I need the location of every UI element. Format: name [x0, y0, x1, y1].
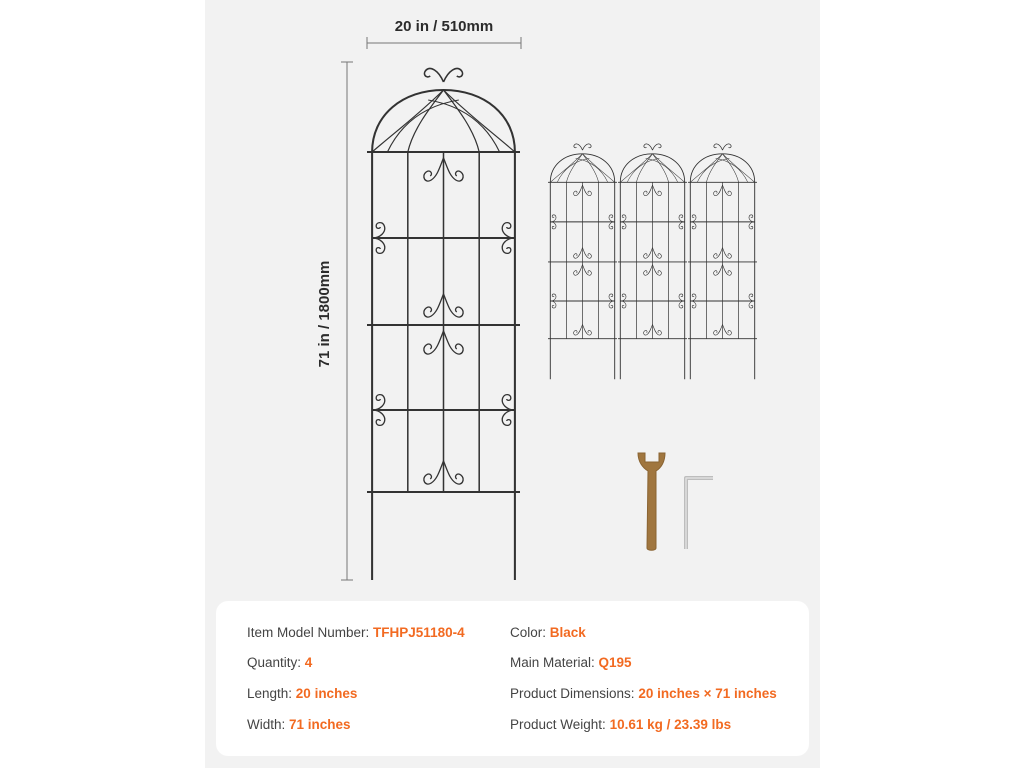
spec-length-label: Length: — [247, 686, 296, 701]
spec-card — [216, 601, 809, 756]
spec-product-dimensions-value: 20 inches × 71 inches — [638, 686, 777, 701]
spec-material — [510, 655, 632, 670]
spec-length-value: 20 inches — [295, 686, 358, 701]
spec-model-value: TFHPJ51180-4 — [373, 625, 465, 640]
trellis-panel — [367, 69, 520, 581]
spec-color-value: Black — [549, 625, 586, 640]
spec-product-dimensions — [510, 686, 777, 701]
spec-quantity — [247, 655, 312, 670]
height-dimension — [316, 62, 353, 580]
spec-width — [247, 717, 351, 732]
spec-width-value: 71 inches — [289, 717, 351, 732]
width-dimension — [367, 18, 521, 49]
hex-key-icon — [686, 478, 713, 549]
spec-color — [510, 625, 586, 640]
spec-quantity-label: Quantity: — [247, 655, 305, 670]
spec-model-label: Item Model Number: — [247, 625, 374, 640]
width-label: 20 in / 510mm — [394, 18, 494, 35]
height-label: 71 in / 1800mm — [316, 260, 333, 368]
spec-width-label: Width: — [247, 717, 290, 732]
spec-quantity-value: 4 — [304, 655, 313, 670]
trellis-set-of-three — [548, 144, 757, 379]
spec-model — [247, 625, 465, 640]
spec-weight — [510, 717, 731, 732]
spec-color-label: Color: — [510, 625, 550, 640]
spec-length — [247, 686, 357, 701]
spec-product-dimensions-label: Product Dimensions: — [510, 686, 639, 701]
spec-weight-label: Product Weight: — [510, 717, 610, 732]
wrench-icon — [638, 453, 665, 550]
spec-weight-value: 10.61 kg / 23.39 lbs — [609, 717, 732, 732]
spec-material-value: Q195 — [598, 655, 632, 670]
spec-material-label: Main Material: — [510, 655, 599, 670]
